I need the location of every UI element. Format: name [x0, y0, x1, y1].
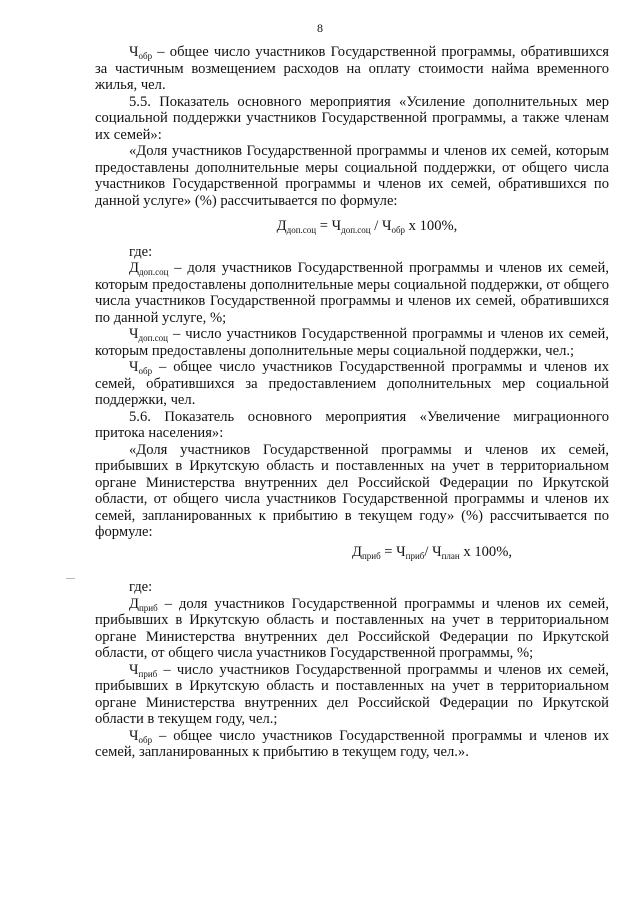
paragraph	[95, 260, 609, 326]
paragraph	[95, 596, 609, 662]
subscript: доп.соц	[286, 225, 317, 235]
text-run: Ч	[129, 727, 139, 744]
paragraph	[95, 143, 609, 209]
paragraph	[95, 662, 609, 728]
text-run: Д	[351, 543, 362, 560]
subscript: обр	[138, 734, 153, 745]
where-label	[95, 579, 609, 596]
margin-mark	[66, 578, 75, 579]
text-run: – число участников Государственной программы и членов их семей, которым предоставлены дополнительные меры социальной поддержки, чел.;	[95, 326, 609, 359]
paragraph	[95, 94, 609, 144]
text-run: – доля участников Государственной программы и членов их семей, прибывших в Иркутскую область и поставленных на учет в территориальном органе Министерства внутренних дел Российской Федерации по Иркутской области, от общего числа участников Государственной программы, %;	[95, 595, 609, 661]
page-number: 8	[317, 21, 323, 35]
text-run: Ч	[129, 44, 139, 60]
text-run: Ч	[129, 326, 139, 342]
paragraph	[95, 728, 609, 761]
text-run: x 100%,	[405, 218, 458, 234]
text-run: 5.6. Показатель основного мероприятия «Увеличение миграционного притока населения»:	[95, 408, 609, 441]
subscript: приб	[138, 668, 158, 679]
subscript: обр	[138, 51, 153, 61]
text-run: Д	[129, 260, 139, 276]
text-run: где:	[129, 579, 153, 595]
document-body	[95, 44, 609, 761]
paragraph	[95, 44, 609, 94]
subscript: приб	[361, 550, 381, 561]
text-run: Ч	[129, 359, 139, 375]
paragraph	[95, 442, 609, 541]
text-run: где:	[129, 243, 153, 260]
subscript: приб	[405, 550, 425, 561]
paragraph	[95, 409, 609, 442]
subscript: доп.соц	[341, 225, 371, 235]
subscript: приб	[138, 602, 158, 613]
subscript: обр	[391, 225, 406, 235]
formula	[95, 544, 609, 561]
text-run: «Доля участников Государственной программы и членов их семей, прибывших в Иркутскую область и поставленных на учет в территориальном органе Министерства внутренних дел Российской Федерации по Иркутской области, от общего числа участников Государственной программы и членов их семей, запланированных к прибытию в текущем году» (%) рассчитывается по формуле:	[95, 441, 609, 540]
subscript: доп.соц	[138, 267, 169, 277]
subscript: доп.соц	[138, 333, 168, 343]
text-run: «Доля участников Государственной программы и членов их семей, которым предоставлены дополнительные меры социальной поддержки, от общего числа участников Государственной программы и членов их семей, обратившихся по данной услуге» (%) рассчитывается по формуле:	[95, 143, 609, 209]
text-run: = Ч	[316, 218, 342, 234]
text-run: Ч	[129, 661, 139, 678]
text-run: – общее число участников Государственной программы, обратившихся за частичным возмещением расходов на оплату стоимости найма временного жилья, чел.	[95, 44, 609, 93]
subscript: план	[441, 550, 460, 561]
text-run: / Ч	[370, 218, 392, 234]
text-run: = Ч	[380, 543, 406, 560]
paragraph	[95, 326, 609, 359]
text-run: 5.5. Показатель основного мероприятия «Усиление дополнительных мер социальной поддержки участников Государственной программы, а также членам их семей»:	[95, 93, 609, 143]
paragraph	[95, 359, 609, 409]
where-label	[95, 244, 609, 261]
text-run: / Ч	[424, 543, 442, 560]
text-run: Д	[129, 595, 139, 612]
subscript: обр	[138, 366, 153, 376]
text-run: – число участников Государственной программы и членов их семей, прибывших в Иркутскую область и поставленных на учет в территориальном органе Министерства внутренних дел Российской Федерации по Иркутской области в текущем году, чел.;	[95, 661, 609, 727]
text-run: x 100%,	[459, 543, 513, 560]
text-run: – общее число участников Государственной программы и членов их семей, запланированных к прибытию в текущем году, чел.».	[95, 727, 609, 760]
text-run: – доля участников Государственной программы и членов их семей, которым предоставлены дополнительные меры социальной поддержки, от общего числа участников Государственной программы и членов их семей, обратившихся по данной услуге, %;	[95, 260, 609, 326]
text-run: – общее число участников Государственной программы и членов их семей, обратившихся за предоставлением дополнительных мер социальной поддержки, чел.	[95, 359, 609, 408]
formula	[95, 218, 609, 235]
text-run: Д	[276, 218, 287, 234]
